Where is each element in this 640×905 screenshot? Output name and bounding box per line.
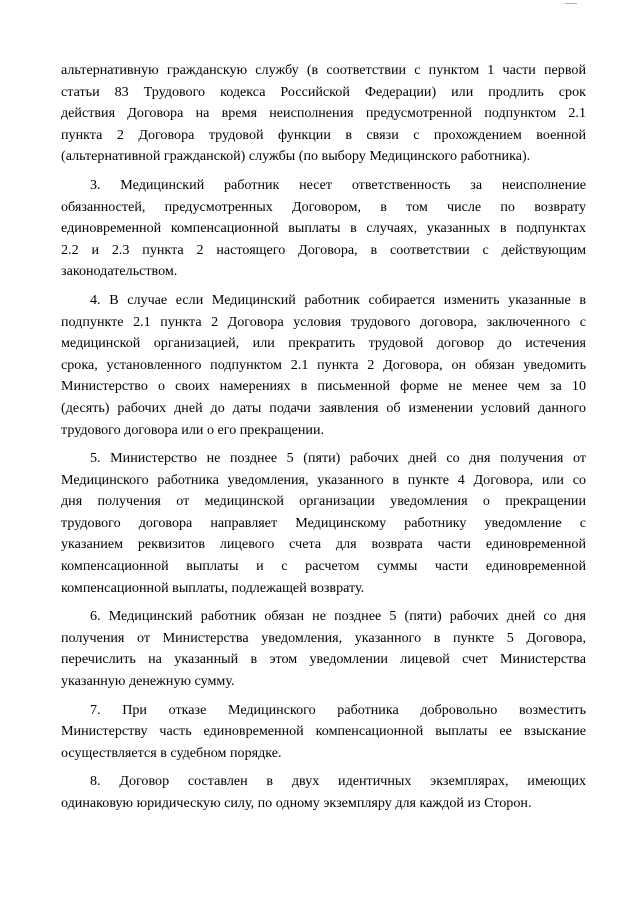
text-line: одинаковую юридическую силу, по одному экземпляру для каждой из Сторон. <box>61 795 532 811</box>
text-line: осуществляется в судебном порядке. <box>61 744 282 761</box>
text-line: компенсационной выплаты, подлежащей возврату. <box>61 579 365 596</box>
paragraph-5 <box>61 448 586 599</box>
text-line: 5. Министерство не позднее 5 (пяти) рабочих дней со дня получения от <box>90 450 586 467</box>
text-line: срока, установленного подпунктом 2.1 пункта 2 Договора, он обязан уведомить <box>61 356 586 373</box>
paragraph-2-continuation <box>61 60 586 168</box>
text-line: дня получения от медицинской организации уведомления о прекращении <box>61 493 586 510</box>
paragraph-4 <box>61 290 586 441</box>
text-line: единовременной компенсационной выплаты в случаях, указанных в подпунктах <box>61 220 586 237</box>
text-line: 7. При отказе Медицинского работника добровольно возместить <box>90 701 586 718</box>
text-line: 3. Медицинский работник несет ответственность за неисполнение <box>90 176 586 193</box>
paragraph-6 <box>61 606 586 692</box>
text-line: статьи 83 Трудового кодекса Российской Федерации) или продлить срок <box>61 83 586 100</box>
text-line: 4. В случае если Медицинский работник собирается изменить указанные в <box>90 291 586 308</box>
page-edge-mark <box>565 3 577 4</box>
text-line: 8. Договор составлен в двух идентичных экземплярах, имеющих <box>90 773 586 790</box>
text-line: Министерству часть единовременной компенсационной выплаты ее взыскание <box>61 723 586 740</box>
text-line: 6. Медицинский работник обязан не позднее 5 (пяти) рабочих дней со дня <box>90 608 586 625</box>
text-line: законодательством. <box>61 263 178 280</box>
text-line: Медицинского работника уведомления, указанного в пункте 4 Договора, или со <box>61 471 586 488</box>
text-line: 2.2 и 2.3 пункта 2 настоящего Договора, в соответствии с действующим <box>61 241 586 258</box>
text-line: подпункте 2.1 пункта 2 Договора условия трудового договора, заключенного с <box>61 313 586 330</box>
text-line: указанную денежную сумму. <box>61 673 235 690</box>
text-line: Министерство о своих намерениях в письменной форме не менее чем за 10 <box>61 378 586 395</box>
text-line: (альтернативной гражданской) службы (по выбору Медицинского работника). <box>61 148 531 165</box>
text-line: альтернативную гражданскую службу (в соответствии с пунктом 1 части первой <box>61 62 586 78</box>
text-line: трудового договора направляет Медицинскому работнику уведомление с <box>61 514 586 531</box>
paragraph-8 <box>61 771 586 814</box>
text-line: обязанностей, предусмотренных Договором, в том числе по возврату <box>61 198 586 215</box>
text-line: получения от Министерства уведомления, указанного в пункте 5 Договора, <box>61 629 586 646</box>
document-body <box>61 60 586 815</box>
text-line: (десять) рабочих дней до даты подачи заявления об изменении условий данного <box>61 399 586 416</box>
paragraph-3 <box>61 175 586 283</box>
text-line: действия Договора на время неисполнения предусмотренной подпунктом 2.1 <box>61 105 586 122</box>
text-line: перечислить на указанный в этом уведомлении лицевой счет Министерства <box>61 651 586 668</box>
text-line: указанием реквизитов лицевого счета для возврата части единовременной <box>61 536 586 553</box>
paragraph-7 <box>61 700 586 765</box>
text-line: пункта 2 Договора трудовой функции в связи с прохождением военной <box>61 126 586 143</box>
text-line: трудового договора или о его прекращении. <box>61 421 325 438</box>
text-line: компенсационной выплаты и с расчетом суммы части единовременной <box>61 558 586 575</box>
text-line: медицинской организацией, или прекратить трудовой договор до истечения <box>61 335 586 352</box>
